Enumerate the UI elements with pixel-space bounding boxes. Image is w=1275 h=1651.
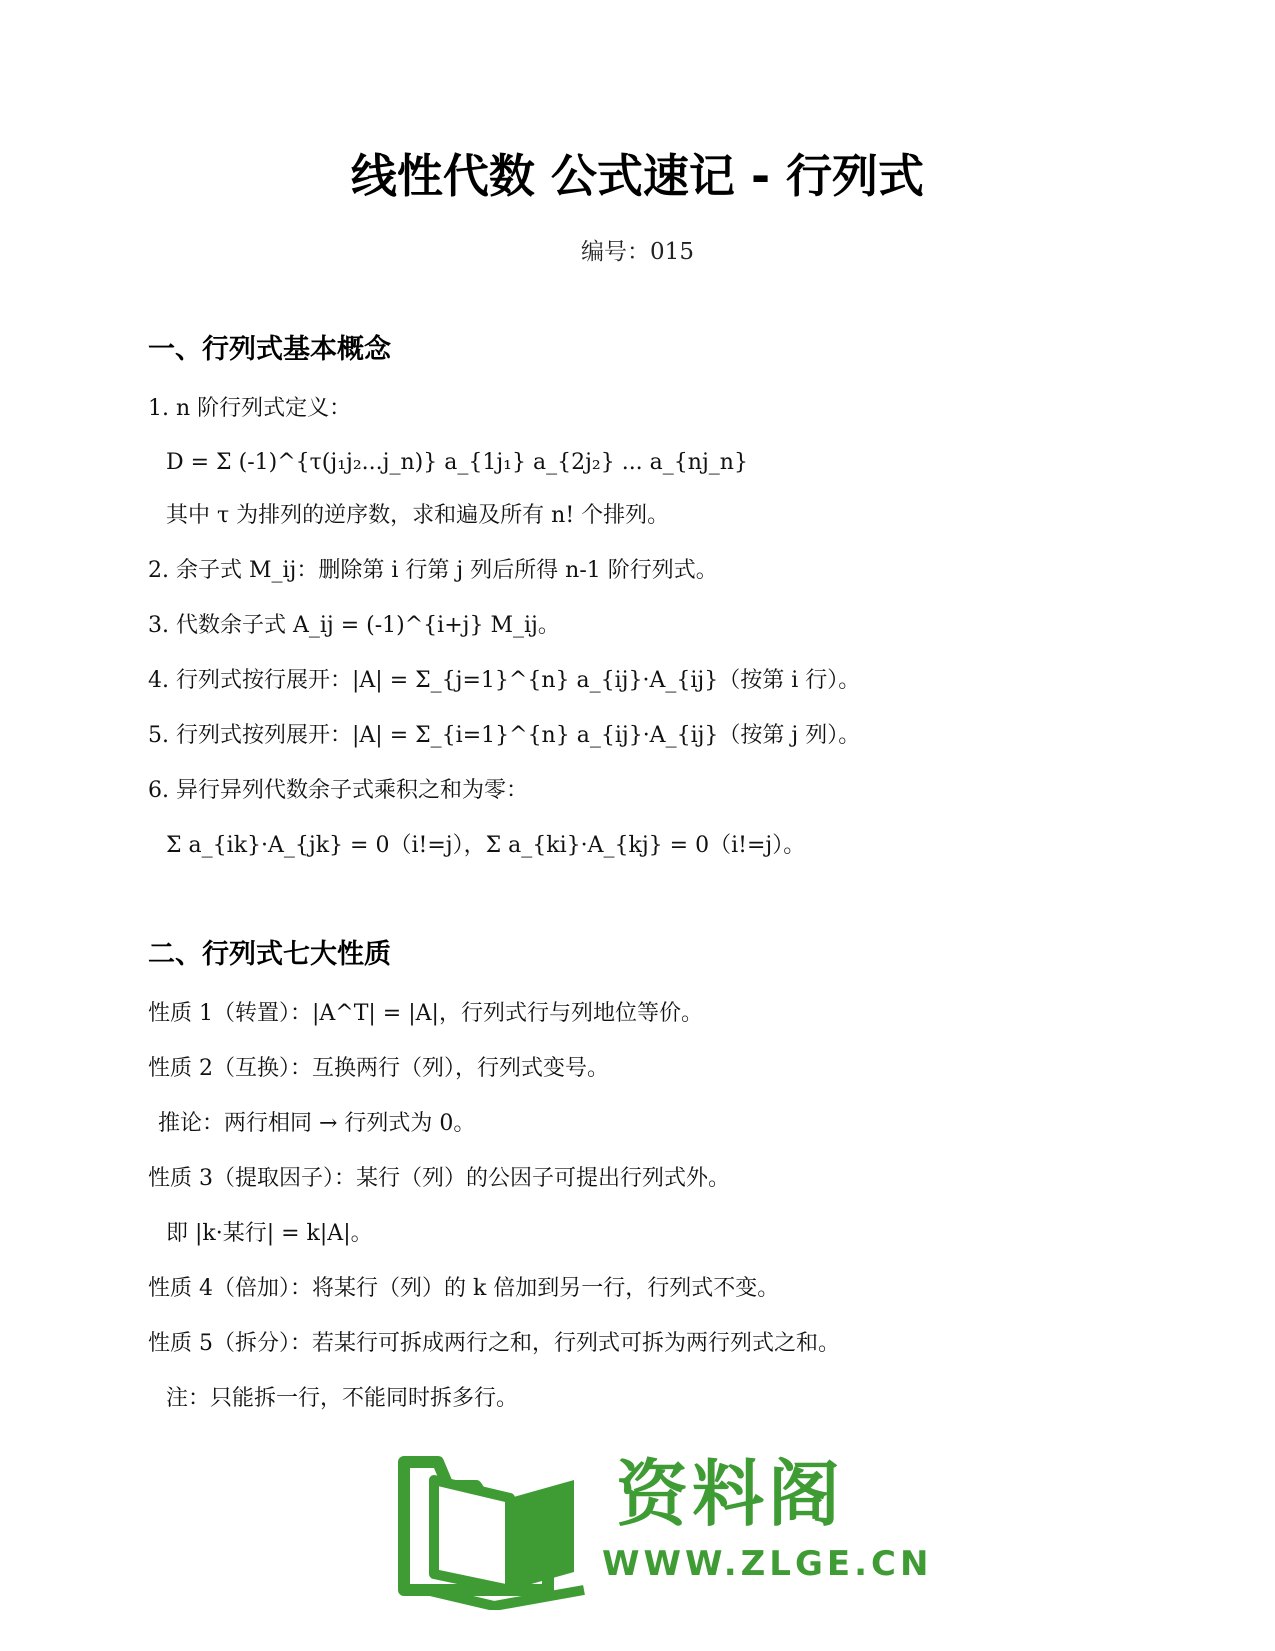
property-1: 性质 1（转置）：|A^T| = |A|，行列式行与列地位等价。 (148, 1001, 703, 1026)
watermark-url: WWW.ZLGE.CN (602, 1544, 933, 1584)
property-5: 性质 5（拆分）：若某行可拆成两行之和，行列式可拆为两行列式之和。 (148, 1331, 840, 1356)
section-heading-basic-concepts: 一、行列式基本概念 (148, 334, 391, 365)
property-3-note: 即 |k·某行| = k|A|。 (166, 1221, 373, 1246)
property-2: 性质 2（互换）：互换两行（列），行列式变号。 (148, 1056, 609, 1081)
property-3: 性质 3（提取因子）：某行（列）的公因子可提出行列式外。 (148, 1166, 730, 1191)
definition-line: 1. n 阶行列式定义： (148, 396, 352, 421)
column-expansion-line: 5. 行列式按列展开：|A| = Σ_{i=1}^{n} a_{ij}·A_{ij}（按第 j 列）。 (148, 723, 861, 748)
watermark (398, 1440, 933, 1610)
property-2-corollary: 推论：两行相同 → 行列式为 0。 (158, 1111, 476, 1136)
property-4: 性质 4（倍加）：将某行（列）的 k 倍加到另一行，行列式不变。 (148, 1276, 780, 1301)
section-heading-properties: 二、行列式七大性质 (148, 939, 391, 970)
book-folder-icon (398, 1440, 598, 1610)
formula-note: 其中 τ 为排列的逆序数，求和遍及所有 n! 个排列。 (166, 503, 670, 528)
formula-line: D = Σ (-1)^{τ(j₁j₂...j_n)} a_{1j₁} a_{2j₂} ... a_{nj_n} (166, 450, 748, 475)
cofactor-line: 3. 代数余子式 A_ij = (-1)^{i+j} M_ij。 (148, 613, 560, 638)
minor-line: 2. 余子式 M_ij：删除第 i 行第 j 列后所得 n-1 阶行列式。 (148, 558, 718, 583)
zero-sum-line: 6. 异行异列代数余子式乘积之和为零： (148, 778, 528, 803)
property-5-note: 注：只能拆一行，不能同时拆多行。 (166, 1386, 519, 1411)
document-number: 编号：015 (581, 239, 694, 265)
watermark-name: 资料阁 (616, 1452, 845, 1536)
document-title: 线性代数 公式速记 - 行列式 (350, 149, 925, 203)
zero-sum-formula: Σ a_{ik}·A_{jk} = 0（i!=j），Σ a_{ki}·A_{kj} = 0（i!=j）。 (166, 833, 806, 858)
row-expansion-line: 4. 行列式按行展开：|A| = Σ_{j=1}^{n} a_{ij}·A_{ij}（按第 i 行）。 (148, 668, 861, 693)
